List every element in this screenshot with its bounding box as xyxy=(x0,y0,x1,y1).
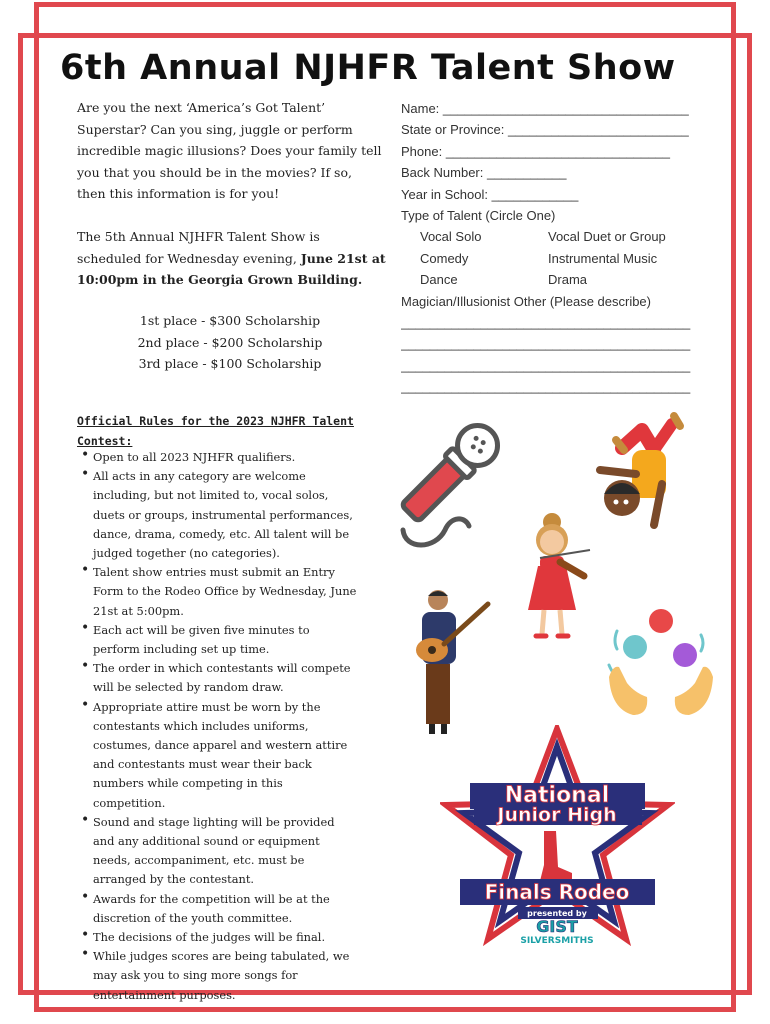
talent-option-drama[interactable]: Drama xyxy=(548,272,588,288)
entry-form xyxy=(401,98,721,398)
logo-line1: National xyxy=(504,783,610,808)
breakdancer-icon xyxy=(592,410,692,535)
rule-item: • Appropriate attire must be worn by the contestants which includes uniforms, costumes, dance apparel and western attire and contestants must wear their back numbers while competing in this competition. xyxy=(78,698,358,813)
guitarist-icon xyxy=(410,588,495,738)
schedule-date: June 21st at 10:00pm in the Georgia Grown Building. xyxy=(77,250,386,287)
page-title: 6th Annual NJHFR Talent Show xyxy=(60,48,676,88)
year-field[interactable]: Year in School: ____________ xyxy=(401,186,579,202)
njhfr-logo xyxy=(440,725,675,950)
talent-option-vocal-duet[interactable]: Vocal Duet or Group xyxy=(548,229,666,245)
rule-item: • Open to all 2023 NJHFR qualifiers. xyxy=(78,448,358,467)
rule-item: • Talent show entries must submit an Entry Form to the Rodeo Office by Wednesday, June 21st at 5:00pm. xyxy=(78,563,358,621)
intro-paragraph: Are you the next ‘America’s Got Talent’ Superstar? Can you sing, juggle or perform incredible magic illusions? Does your family tell you that you should be in the movies? If so, then this information is for you! xyxy=(77,100,382,201)
prize-third: 3rd place - $100 Scholarship xyxy=(138,356,322,371)
describe-line[interactable]: ________________________________________ xyxy=(401,315,691,331)
logo-line2: Junior High xyxy=(497,804,617,826)
state-field[interactable]: State or Province: _________________________ xyxy=(401,122,689,138)
rule-item: • Each act will be given five minutes to perform including set up time. xyxy=(78,621,358,659)
talent-option-vocal-solo[interactable]: Vocal Solo xyxy=(420,229,482,245)
rules-heading: Official Rules for the 2023 NJHFR Talent Contest: xyxy=(77,414,354,448)
phone-field[interactable]: Phone: _______________________________ xyxy=(401,143,670,159)
rule-item: • All acts in any category are welcome including, but not limited to, vocal solos, duets or groups, instrumental performances, dance, drama, comedy, etc. All talent will be judged together (no categories). xyxy=(78,467,358,563)
talent-option-instrumental[interactable]: Instrumental Music xyxy=(548,250,658,266)
prize-first: 1st place - $300 Scholarship xyxy=(139,313,321,328)
talent-options xyxy=(401,226,721,290)
back-number-field[interactable]: Back Number: ___________ xyxy=(401,165,567,181)
prize-list xyxy=(100,310,360,375)
microphone-icon xyxy=(385,418,505,558)
describe-line[interactable]: ________________________________________ xyxy=(401,357,691,373)
schedule-text: The 5th Annual NJHFR Talent Show is scheduled for Wednesday evening, xyxy=(77,229,320,266)
rule-item: • The decisions of the judges will be final. xyxy=(78,928,358,947)
talent-option-comedy[interactable]: Comedy xyxy=(420,250,469,266)
describe-line[interactable]: ________________________________________ xyxy=(401,379,691,395)
rule-item: • Awards for the competition will be at the discretion of the youth committee. xyxy=(78,890,358,928)
logo-presented: presented by xyxy=(527,909,587,918)
logo-sponsor: GIST xyxy=(536,917,578,936)
rule-item: • While judges scores are being tabulated, we may ask you to sing more songs for entertainment purposes. xyxy=(78,947,358,1005)
logo-sponsor2: SILVERSMITHS xyxy=(520,936,594,946)
talent-other-label: Magician/Illusionist Other (Please describe) xyxy=(401,293,651,309)
talent-type-label: Type of Talent (Circle One) xyxy=(401,208,556,224)
juggling-hands-icon xyxy=(605,605,717,720)
rule-item: • The order in which contestants will compete will be selected by random draw. xyxy=(78,659,358,697)
violinist-icon xyxy=(520,510,600,645)
logo-line3: Finals Rodeo xyxy=(484,880,630,904)
rules-list xyxy=(78,448,358,1005)
name-field[interactable]: Name: __________________________________ xyxy=(401,101,689,116)
rule-item: • Sound and stage lighting will be provided and any additional sound or equipment needs, accompaniment, etc. must be arranged by the contestant. xyxy=(78,813,358,890)
prize-second: 2nd place - $200 Scholarship xyxy=(137,334,323,350)
schedule-paragraph xyxy=(77,226,387,291)
describe-line[interactable]: ________________________________________ xyxy=(401,336,691,352)
talent-option-dance[interactable]: Dance xyxy=(420,272,458,288)
